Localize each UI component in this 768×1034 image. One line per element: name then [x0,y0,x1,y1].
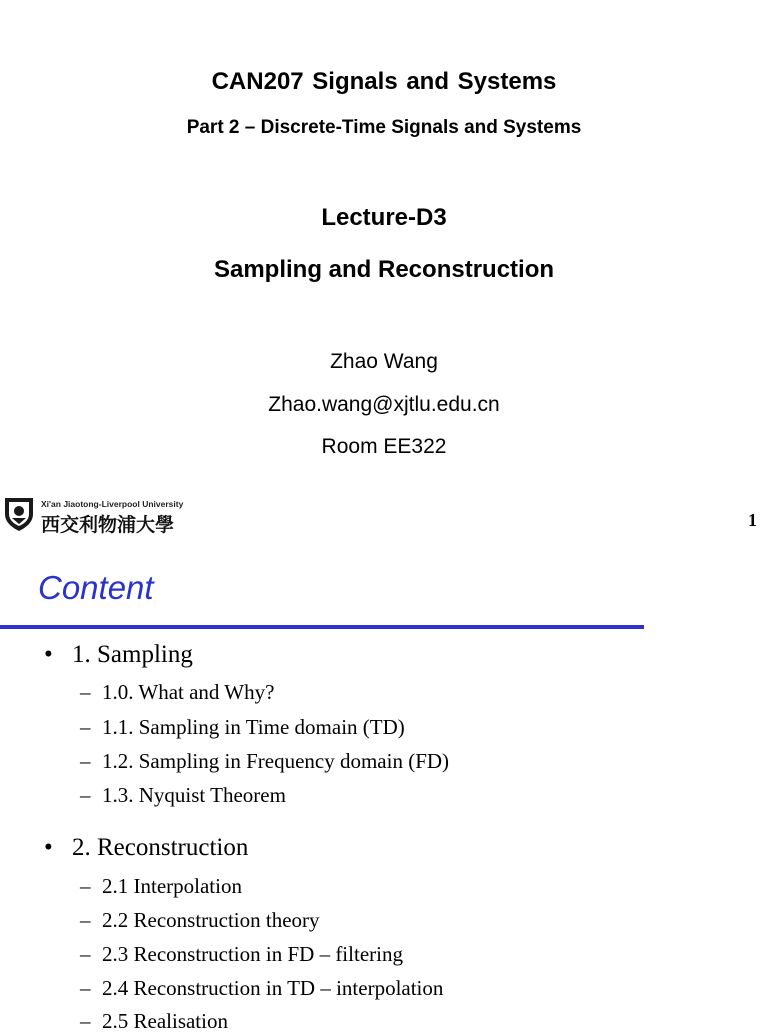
author-room: Room EE322 [321,435,447,458]
heading-divider [0,625,644,629]
dash: – [80,783,91,807]
author-email: Zhao.wang@xjtlu.edu.cn [268,393,500,416]
dash: – [80,715,91,739]
part-title: Part 2 – Discrete-Time Signals and Systems [186,117,582,138]
dash: – [80,1009,91,1033]
toc-subitem [80,749,449,774]
toc-subitem-label: 2.1 Interpolation [102,874,242,898]
toc-subitem [80,976,443,1001]
toc-subitem [80,874,242,899]
page-number: 1 [748,510,757,530]
toc-subitem-label: 1.2. Sampling in Frequency domain (FD) [102,749,450,773]
toc-subitem [80,908,320,933]
toc-subitem-label: 1.3. Nyquist Theorem [102,783,286,807]
toc-section-label: 1. Sampling [72,641,193,668]
university-logo [3,496,203,536]
lecture-code: Lecture-D3 [321,204,447,231]
dash: – [80,976,91,1000]
bullet: • [44,641,53,668]
content-heading: Content [38,569,154,606]
toc-subitem-label: 1.0. What and Why? [102,680,275,704]
toc-subitem [80,1009,228,1034]
author-name: Zhao Wang [330,350,438,373]
dash: – [80,680,91,704]
university-english-name: Xi'an Jiaotong-Liverpool University [41,499,184,509]
dash: – [80,908,91,932]
toc-subitem-label: 2.4 Reconstruction in TD – interpolation [102,976,444,1000]
content-slide [0,545,768,1033]
university-crest-icon [3,496,35,532]
bullet: • [44,834,53,861]
toc-subitem-label: 2.2 Reconstruction theory [102,908,320,932]
toc-subitem-label: 1.1. Sampling in Time domain (TD) [102,715,405,739]
toc-subitem [80,783,286,808]
toc-subitem [80,942,403,967]
lecture-title: Sampling and Reconstruction [213,256,555,283]
dash: – [80,942,91,966]
toc-subitem [80,715,405,740]
toc-section-reconstruction [44,834,248,862]
course-title: CAN207 Signals and Systems [211,68,557,95]
university-chinese-name: 西交利物浦大學 [41,514,175,536]
dash: – [80,749,91,773]
toc-subitem-label: 2.5 Realisation [102,1009,228,1033]
toc-subitem [80,680,274,705]
toc-subitem-label: 2.3 Reconstruction in FD – filtering [102,942,403,966]
toc-section-sampling [44,641,193,669]
toc-section-label: 2. Reconstruction [72,834,249,861]
dash: – [80,874,91,898]
